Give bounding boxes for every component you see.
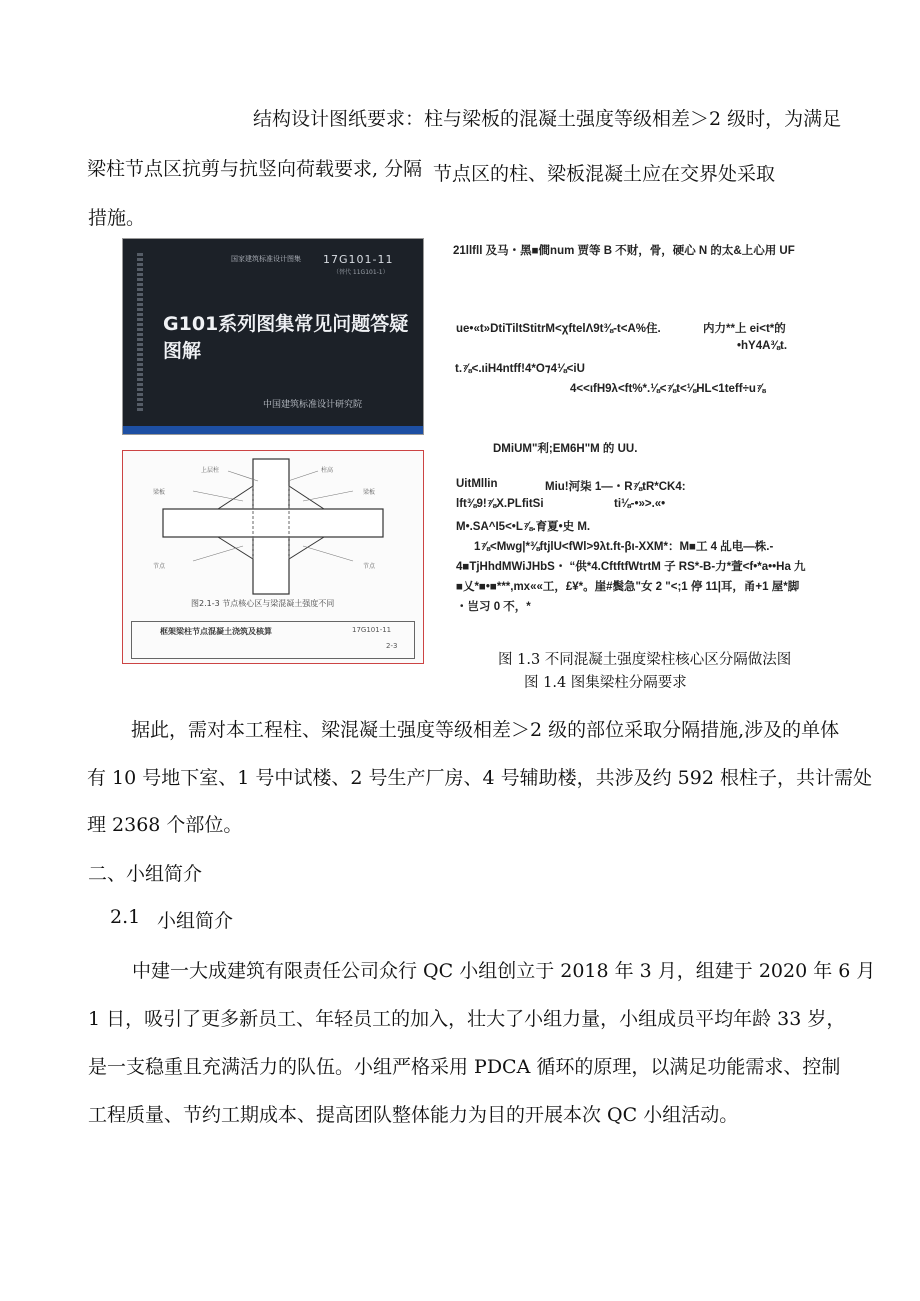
section-2-heading: 二、小组简介 (88, 863, 203, 885)
figure-1-3-caption: 图 1.3 不同混凝土强度梁柱核心区分隔做法图 (498, 652, 792, 668)
cover-publisher: 中国建筑标准设计研究院 (263, 400, 363, 410)
para3-line2: 1 日，吸引了更多新员工、年轻员工的加入，壮大了小组力量，小组成员平均年龄 33 岁， (88, 1008, 846, 1030)
ocr-line-2b: 内力**上 ei<t*的 (703, 323, 786, 335)
joint-diagram-drawing (123, 451, 423, 621)
ocr-line-3: •hY4A⅜t. (737, 340, 788, 352)
diagram-label-d: 梁板 (363, 489, 376, 496)
diagram-title-block (131, 621, 415, 659)
cover-title: G101系列图集常见问题答疑图解 (163, 313, 409, 362)
para1-line3: 措施。 (88, 207, 146, 229)
para1-line1: 结构设计图纸要求：柱与梁板的混凝土强度等级相差＞2 级时，为满足 (253, 108, 842, 130)
cover-series-label: 国家建筑标准设计图集 (231, 255, 301, 263)
para3-line3: 是一支稳重且充满活力的队伍。小组严格采用 PDCA 循环的原理，以满足功能需求、控制 (88, 1056, 841, 1078)
para2-line3: 理 2368 个部位。 (87, 814, 243, 836)
cover-blue-stripe (123, 426, 423, 434)
cover-code: 17G101-11 (323, 253, 394, 266)
ocr-line-7b: Miu!河柒 1—・R⅞tR*CK4: (545, 481, 686, 493)
diagram-label-b: 柱高 (321, 467, 334, 474)
cover-code-small: （替代 11G101-1） (333, 269, 389, 276)
ocr-line-8a: lft⅜9!⅞X.PLfitSi (456, 498, 544, 510)
diagram-label-a: 上层柱 (201, 467, 220, 474)
diagram-table-code: 17G101-11 (352, 626, 392, 634)
ocr-line-8b: ti⅛-•»>.«• (614, 498, 666, 510)
para2-line1: 据此，需对本工程柱、梁混凝土强度等级相差＞2 级的部位采取分隔措施,涉及的单体 (131, 719, 840, 741)
ocr-line-4: t.⅞<.ιiH4ntff!4*O⁊4⅛<iU (455, 363, 585, 375)
para1-line2b: 节点区的柱、梁板混凝土应在交界处采取 (433, 163, 776, 185)
diagram-table-page: 2-3 (386, 642, 398, 650)
diagram-label-f: 节点 (363, 563, 376, 570)
ocr-line-13: ・岂习 0 不，* (456, 601, 531, 613)
cover-spine-text (133, 253, 147, 413)
ocr-line-12: ■乂*■•■***,mx««工，£¥*。崖#鬓急"女 2 "<;1 停 11|耳，甬+1 屋*脚 (456, 581, 800, 593)
ocr-line-2a: ue•«t»DtiTiltStitrM<χftelΛ9t⅜-t<A%住. (456, 323, 661, 335)
ocr-line-11: 4■TjHhdMWiJHbS・ “供*4.CftftfWtrtM 子 RS*-B-力*萱<f•*a••Ha 九 (456, 561, 806, 573)
ocr-line-7a: UitMllin (456, 478, 498, 490)
ocr-line-9: M•.SA^I5<•L⅞.育夏•史 M. (456, 521, 591, 533)
diagram-label-c: 梁板 (153, 489, 166, 496)
diagram-label-e: 节点 (153, 563, 166, 570)
para1-line2a: 梁柱节点区抗剪与抗竖向荷载要求, 分隔 (87, 158, 423, 180)
ocr-line-5: 4<<ιfH9λ<ft%*.⅛<⅞t<⅛HL<1teff÷u⅞ (570, 383, 766, 395)
ocr-line-1: 21llfll 及马・黑■僴num 贾等 B 不财，骨，硬心 N 的太&上心用 UF (453, 245, 795, 257)
joint-diagram-image (122, 450, 424, 664)
diagram-table-title: 框架梁柱节点混凝土浇筑及核算 (160, 627, 272, 636)
para3-line1: 中建一大成建筑有限责任公司众行 QC 小组创立于 2018 年 3 月，组建于 2020 年 6 月 (132, 960, 876, 982)
diagram-figure-caption: 图2.1-3 节点核心区与梁混凝土强度不同 (191, 599, 335, 608)
ocr-line-10: 1⅞<Mwg|*⅜ftjlU<fWl>9λt.ft-βι-XXM*：M■工 4 乩电—株.- (474, 541, 774, 553)
section-2-1-number: 2.1 (110, 906, 141, 928)
para3-line4: 工程质量、节约工期成本、提高团队整体能力为目的开展本次 QC 小组活动。 (88, 1104, 739, 1126)
section-2-1-title: 小组简介 (157, 910, 234, 932)
book-cover-image (122, 238, 424, 435)
ocr-line-6: DMiUM"利;EM6H"M 的 UU. (493, 443, 638, 455)
para2-line2: 有 10 号地下室、1 号中试楼、2 号生产厂房、4 号辅助楼，共涉及约 592 根柱子，共计需处 (87, 767, 872, 789)
figure-1-4-caption: 图 1.4 图集梁柱分隔要求 (524, 675, 687, 691)
